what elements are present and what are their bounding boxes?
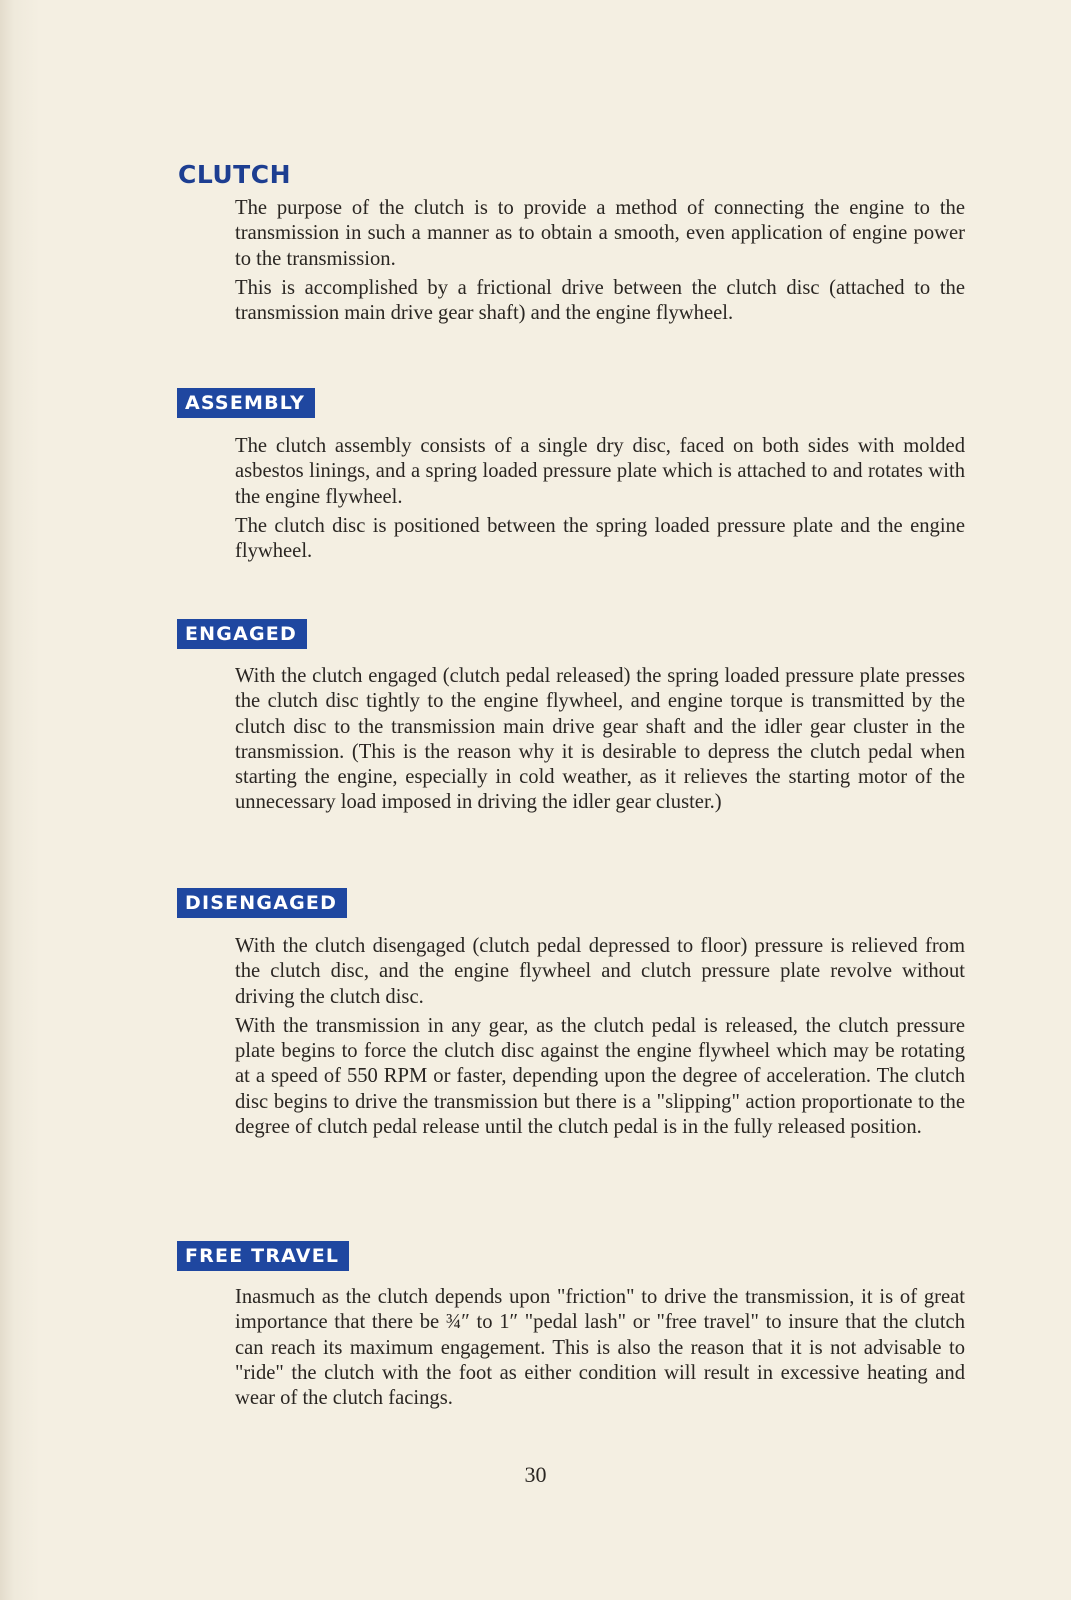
paragraph: The purpose of the clutch is to provide a method of connecting the engine to the transmission in such a manner as to obtain a smooth, even application of engine power to the transmission. (235, 197, 965, 270)
paragraph: With the clutch disengaged (clutch pedal depressed to floor) pressure is relieved from the clutch disc, and the engine flywheel and clutch pressure plate revolve without driving the clutch disc. (235, 935, 965, 1008)
disengaged-text (235, 934, 965, 1144)
engaged-text (235, 664, 965, 820)
section-heading-free-travel: FREE TRAVEL (177, 1241, 349, 1271)
section-heading-disengaged: DISENGAGED (177, 888, 347, 918)
paragraph: With the clutch engaged (clutch pedal released) the spring loaded pressure plate presses the clutch disc tightly to the engine flywheel, and engine torque is transmitted by the clutch disc to the transmission main drive gear shaft and the idler gear cluster in the transmission. (This is the reason why it is desirable to depress the clutch pedal when starting the engine, especially in cold weather, as it relieves the starting motor of the unnecessary load imposed in driving the idler gear cluster.) (235, 665, 965, 814)
paragraph: This is accomplished by a frictional drive between the clutch disc (attached to the transmission main drive gear shaft) and the engine flywheel. (235, 276, 965, 325)
assembly-text (235, 434, 965, 568)
intro-text (235, 196, 965, 330)
section-heading-assembly: ASSEMBLY (177, 388, 315, 418)
free-travel-text (235, 1285, 965, 1415)
page-number: 30 (524, 1462, 547, 1487)
paragraph: With the transmission in any gear, as the clutch pedal is released, the clutch pressure plate begins to force the clutch disc against the engine flywheel which may be rotating at a speed of 550 RPM or faster, depending upon the degree of acceleration. The clutch disc begins to drive the transmission but there is a "slipping" action proportionate to the degree of clutch pedal release until the clutch pedal is in the fully released position. (235, 1014, 965, 1139)
section-heading-engaged: ENGAGED (177, 619, 307, 649)
page-title: CLUTCH (178, 160, 292, 189)
paragraph: The clutch disc is positioned between the spring loaded pressure plate and the engine flywheel. (235, 514, 965, 563)
paragraph: Inasmuch as the clutch depends upon "friction" to drive the transmission, it is of great importance that there be ¾″ to 1″ "pedal lash" or "free travel" to insure that the clutch can reach its maximum engagement. This is also the reason that it is not advisable to "ride" the clutch with the foot as either condition will result in excessive heating and wear of the clutch facings. (235, 1286, 965, 1410)
paragraph: The clutch assembly consists of a single dry disc, faced on both sides with molded asbestos linings, and a spring loaded pressure plate which is attached to and rotates with the engine flywheel. (235, 435, 965, 508)
